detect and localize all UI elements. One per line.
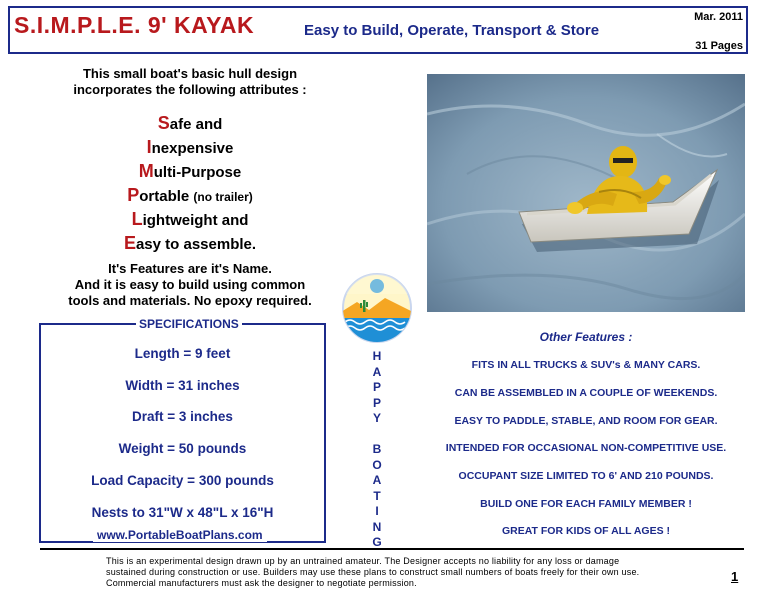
acronym-item: Inexpensive xyxy=(146,137,234,157)
spec-width: Width = 31 inches xyxy=(125,378,240,393)
intro-line-2: incorporates the following attributes : xyxy=(73,82,307,97)
features-intro-line-1: It's Features are it's Name. xyxy=(108,261,272,276)
acronym-item: Lightweight and xyxy=(131,209,249,229)
footer-divider xyxy=(40,548,744,550)
feature-item: OCCUPANT SIZE LIMITED TO 6' AND 210 POUNDS. xyxy=(458,470,714,482)
spec-length: Length = 9 feet xyxy=(134,346,231,361)
spec-nesting: Nests to 31"W x 48"L x 16"H xyxy=(91,505,274,520)
publication-date: Mar. 2011 xyxy=(694,11,743,23)
happy-boating-vertical-text: H A P P Y B O A T I N G xyxy=(372,349,382,549)
intro-text xyxy=(40,66,340,98)
spec-weight: Weight = 50 pounds xyxy=(118,441,247,456)
acronym-item: Multi-Purpose xyxy=(138,161,242,181)
spec-draft: Draft = 3 inches xyxy=(132,409,233,424)
intro-line-1: This small boat's basic hull design xyxy=(82,66,298,81)
other-features-title: Other Features : xyxy=(539,330,633,344)
page-number: 1 xyxy=(731,569,739,584)
feature-item: GREAT FOR KIDS OF ALL AGES ! xyxy=(502,525,670,537)
feature-item: INTENDED FOR OCCASIONAL NON-COMPETITIVE USE. xyxy=(445,442,727,454)
website-link[interactable]: www.PortableBoatPlans.com xyxy=(93,528,267,542)
spec-load-capacity: Load Capacity = 300 pounds xyxy=(91,473,274,488)
disclaimer-text: This is an experimental design drawn up by an untrained amateur. The Designer accepts no liability for any loss or damage sustained during construction or use. Builders may use these plans to construct small numbers of boats freely for their own use. Commercial manufacturers must ask the designer to negotiate permission. xyxy=(106,556,640,588)
acronym-item: Safe and xyxy=(157,113,223,133)
feature-item: EASY TO PADDLE, STABLE, AND ROOM FOR GEAR. xyxy=(454,415,718,427)
feature-item: FITS IN ALL TRUCKS & SUV's & MANY CARS. xyxy=(471,359,701,371)
feature-item: BUILD ONE FOR EACH FAMILY MEMBER ! xyxy=(480,498,692,510)
specifications-title: SPECIFICATIONS xyxy=(136,317,242,331)
acronym-list xyxy=(60,112,320,256)
acronym-item: Portable (no trailer) xyxy=(127,185,253,205)
happy-boating-logo xyxy=(341,272,413,344)
features-intro-line-2: And it is easy to build using common xyxy=(74,277,306,292)
page-count: 31 Pages xyxy=(695,40,743,52)
document-title: S.I.M.P.L.E. 9' KAYAK xyxy=(14,12,255,38)
features-intro-text xyxy=(40,261,340,309)
kayak-model-photo xyxy=(427,74,745,312)
acronym-item: Easy to assemble. xyxy=(123,233,257,253)
features-intro-line-3: tools and materials. No epoxy required. xyxy=(68,293,312,308)
document-subtitle: Easy to Build, Operate, Transport & Store xyxy=(304,22,600,39)
feature-item: CAN BE ASSEMBLED IN A COUPLE OF WEEKENDS. xyxy=(454,387,718,399)
